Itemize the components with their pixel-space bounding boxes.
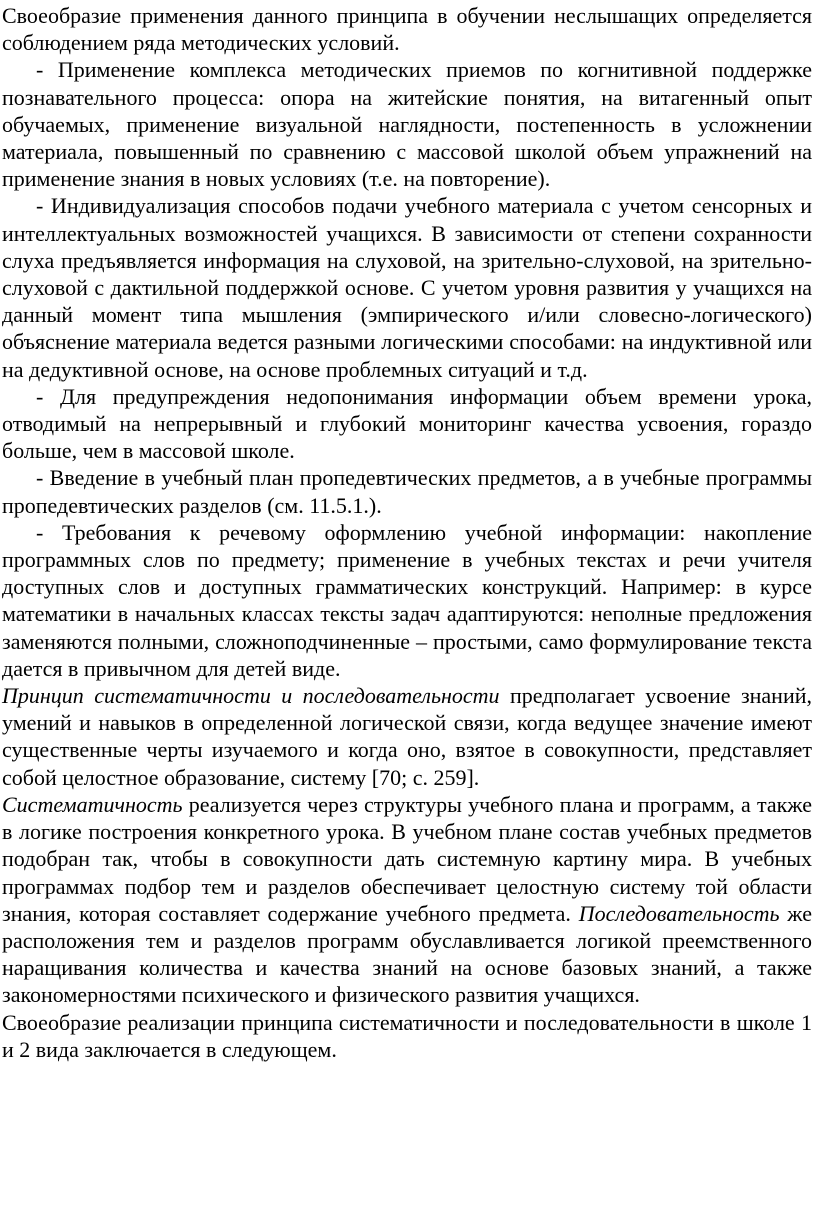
sequence-text: же расположения тем и разделов программ обуславливается логикой преемственного наращивания количества и качества знаний на основе базовых знаний, а также закономерностями психического и физического развития учащихся. bbox=[2, 900, 812, 1008]
condition-monitoring: - Для предупреждения недопонимания информации объем времени урока, отводимый на непрерывный и глубокий мониторинг качества усвоения, гораздо больше, чем в массовой школе. bbox=[2, 383, 812, 464]
sequence-term: Последовательность bbox=[578, 900, 780, 926]
intro-paragraph: Своеобразие применения данного принципа в обучении неслышащих определяется соблюдением ряда методических условий. bbox=[2, 3, 812, 56]
condition-cognitive-support: - Применение комплекса методических приемов по когнитивной поддержке познавательного процесса: опора на житейские понятия, на витагенный опыт обучаемых, применение визуальной наглядности, постепенность в усложнении материала, повышенный по сравнению с массовой школой объем упражнений на применение знания в новых условиях (т.е. на повторение). bbox=[2, 57, 812, 192]
condition-speech-requirements: - Требования к речевому оформлению учебной информации: накопление программных слов по предмету; применение в учебных текстах и речи учителя доступных слов и доступных грамматических конструкций. Например: в курсе математики в начальных классах тексты задач адаптируются: неполные предложения заменяются полными, сложноподчиненные – простыми, само формулирование текста дается в привычном для детей виде. bbox=[2, 519, 812, 681]
principle-paragraph bbox=[2, 682, 812, 791]
condition-propaedeutics: - Введение в учебный план пропедевтических предметов, а в учебные программы пропедевтических разделов (см. 11.5.1.). bbox=[2, 465, 812, 518]
principle-term: Принцип систематичности и последовательности bbox=[2, 683, 500, 709]
condition-individualization: - Индивидуализация способов подачи учебного материала с учетом сенсорных и интеллектуальных возможностей учащихся. В зависимости от степени сохранности слуха предъявляется информация на слуховой, на зрительно-слуховой, на зрительно-слуховой с дактильной поддержкой основе. С учетом уровня развития у учащихся на данный момент типа мышления (эмпирического и/или словесно-логического) объяснение материала ведется разными логическими способами: на индуктивной или на дедуктивной основе, на основе проблемных ситуаций и т.д. bbox=[2, 193, 812, 382]
systematicity-term: Систематичность bbox=[2, 791, 183, 817]
closing-paragraph: Своеобразие реализации принципа систематичности и последовательности в школе 1 и 2 вида заключается в следующем. bbox=[2, 1009, 812, 1062]
systematicity-text: реализуется через структуры учебного плана и программ, а также в логике построения конкретного урока. В учебном плане состав учебных предметов подобран так, чтобы в совокупности дать системную картину мира. В учебных программах подбор тем и разделов обеспечивает целостную систему той области знания, которая составляет содержание учебного предмета. bbox=[2, 791, 812, 926]
principle-text: предполагает усвоение знаний, умений и навыков в определенной логической связи, когда ведущее значение имеют существенные черты изучаемого и когда оно, взятое в совокупности, представляет собой целостное образование, систему [70; с. 259]. bbox=[2, 683, 812, 790]
systematicity-paragraph bbox=[2, 791, 812, 1009]
